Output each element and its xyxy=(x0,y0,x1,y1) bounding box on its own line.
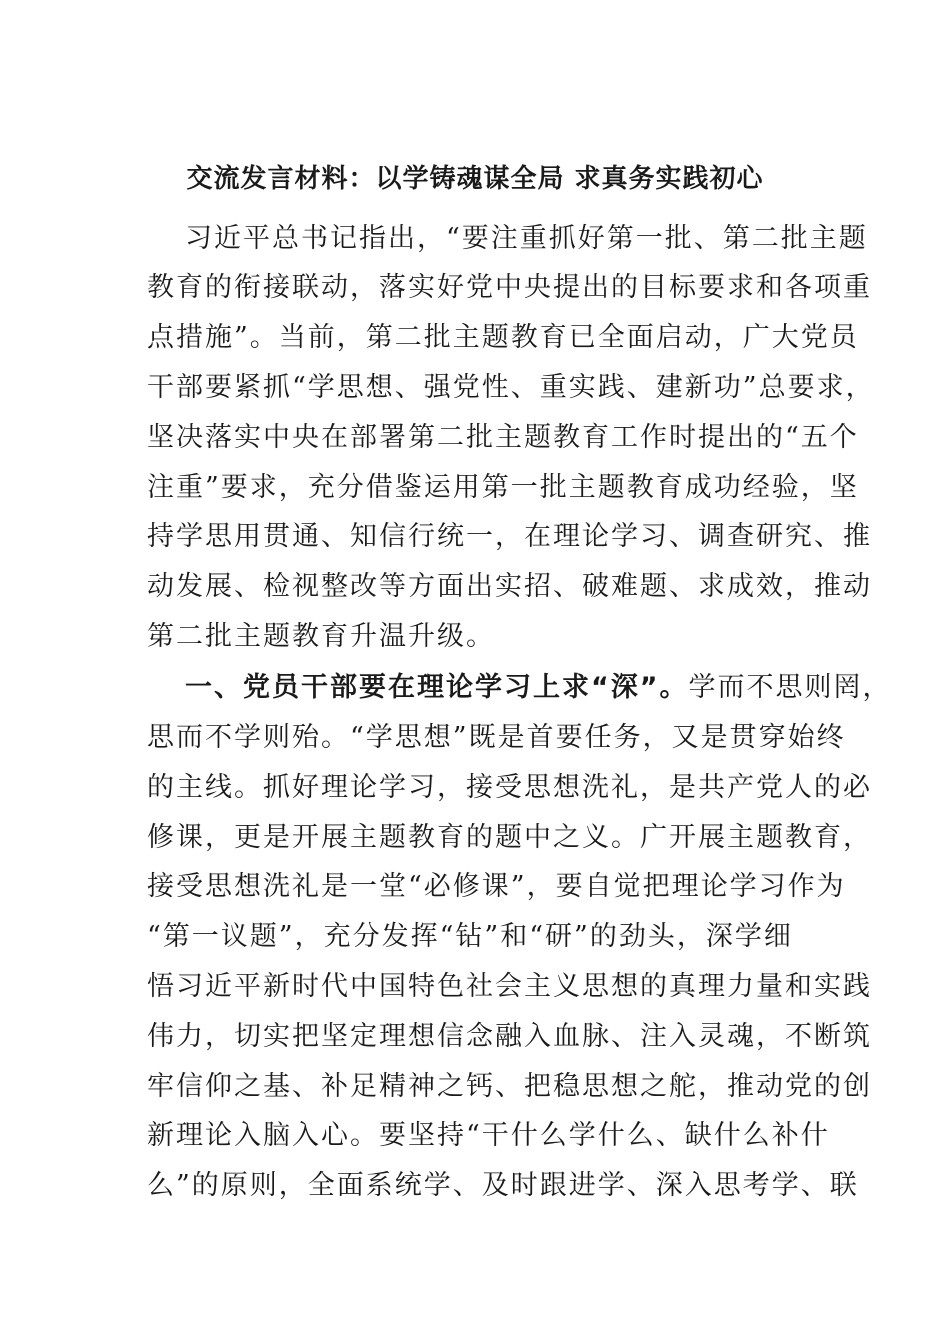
paragraph-line: 习近平总书记指出，“要注重抓好第一批、第二批主题 xyxy=(185,223,868,254)
paragraph-line: 干部要紧抓“学思想、强党性、重实践、建新功”总要求， xyxy=(147,372,875,403)
paragraph-line: 牢信仰之基、补足精神之钙、把稳思想之舵，推动党的创 xyxy=(147,1071,872,1102)
paragraph-line: “第一议题”，充分发挥“钻”和“研”的劲头，深学细 xyxy=(147,921,793,952)
paragraph-text: 学而不思则罔， xyxy=(688,672,892,703)
section-heading: 一、党员干部要在理论学习上求“深”。 xyxy=(185,672,689,703)
section-heading-line xyxy=(185,670,892,706)
paragraph-line: 动发展、检视整改等方面出实招、破难题、求成效，推动 xyxy=(147,571,872,602)
paragraph-line: 第二批主题教育升温升级。 xyxy=(147,621,495,652)
paragraph-line: 点措施”。当前，第二批主题教育已全面启动，广大党员 xyxy=(147,322,859,353)
paragraph-line: 新理论入脑入心。要坚持“干什么学什么、缺什么补什 xyxy=(147,1120,830,1151)
paragraph-line: 接受思想洗礼是一堂“必修课”，要自觉把理论学习作为 xyxy=(147,871,846,902)
paragraph-line: 伟力，切实把坚定理想信念融入血脉、注入灵魂，不断筑 xyxy=(147,1021,872,1052)
paragraph-line: 教育的衔接联动，落实好党中央提出的目标要求和各项重 xyxy=(147,272,872,303)
paragraph-line: 修课，更是开展主题教育的题中之义。广开展主题教育， xyxy=(147,822,872,853)
paragraph-line: 思而不学则殆。“学思想”既是首要任务，又是贯穿始终 xyxy=(147,722,846,753)
paragraph-line: 么”的原则，全面系统学、及时跟进学、深入思考学、联 xyxy=(147,1170,859,1201)
paragraph-line: 注重”要求，充分借鉴运用第一批主题教育成功经验，坚 xyxy=(147,472,859,503)
paragraph-line: 持学思用贯通、知信行统一，在理论学习、调查研究、推 xyxy=(147,521,872,552)
document-title: 交流发言材料：以学铸魂谋全局 求真务实践初心 xyxy=(186,164,764,194)
paragraph-line: 坚决落实中央在部署第二批主题教育工作时提出的“五个 xyxy=(147,422,859,453)
paragraph-line: 悟习近平新时代中国特色社会主义思想的真理力量和实践 xyxy=(147,971,872,1002)
paragraph-line: 的主线。抓好理论学习，接受思想洗礼，是共产党人的必 xyxy=(147,772,872,803)
